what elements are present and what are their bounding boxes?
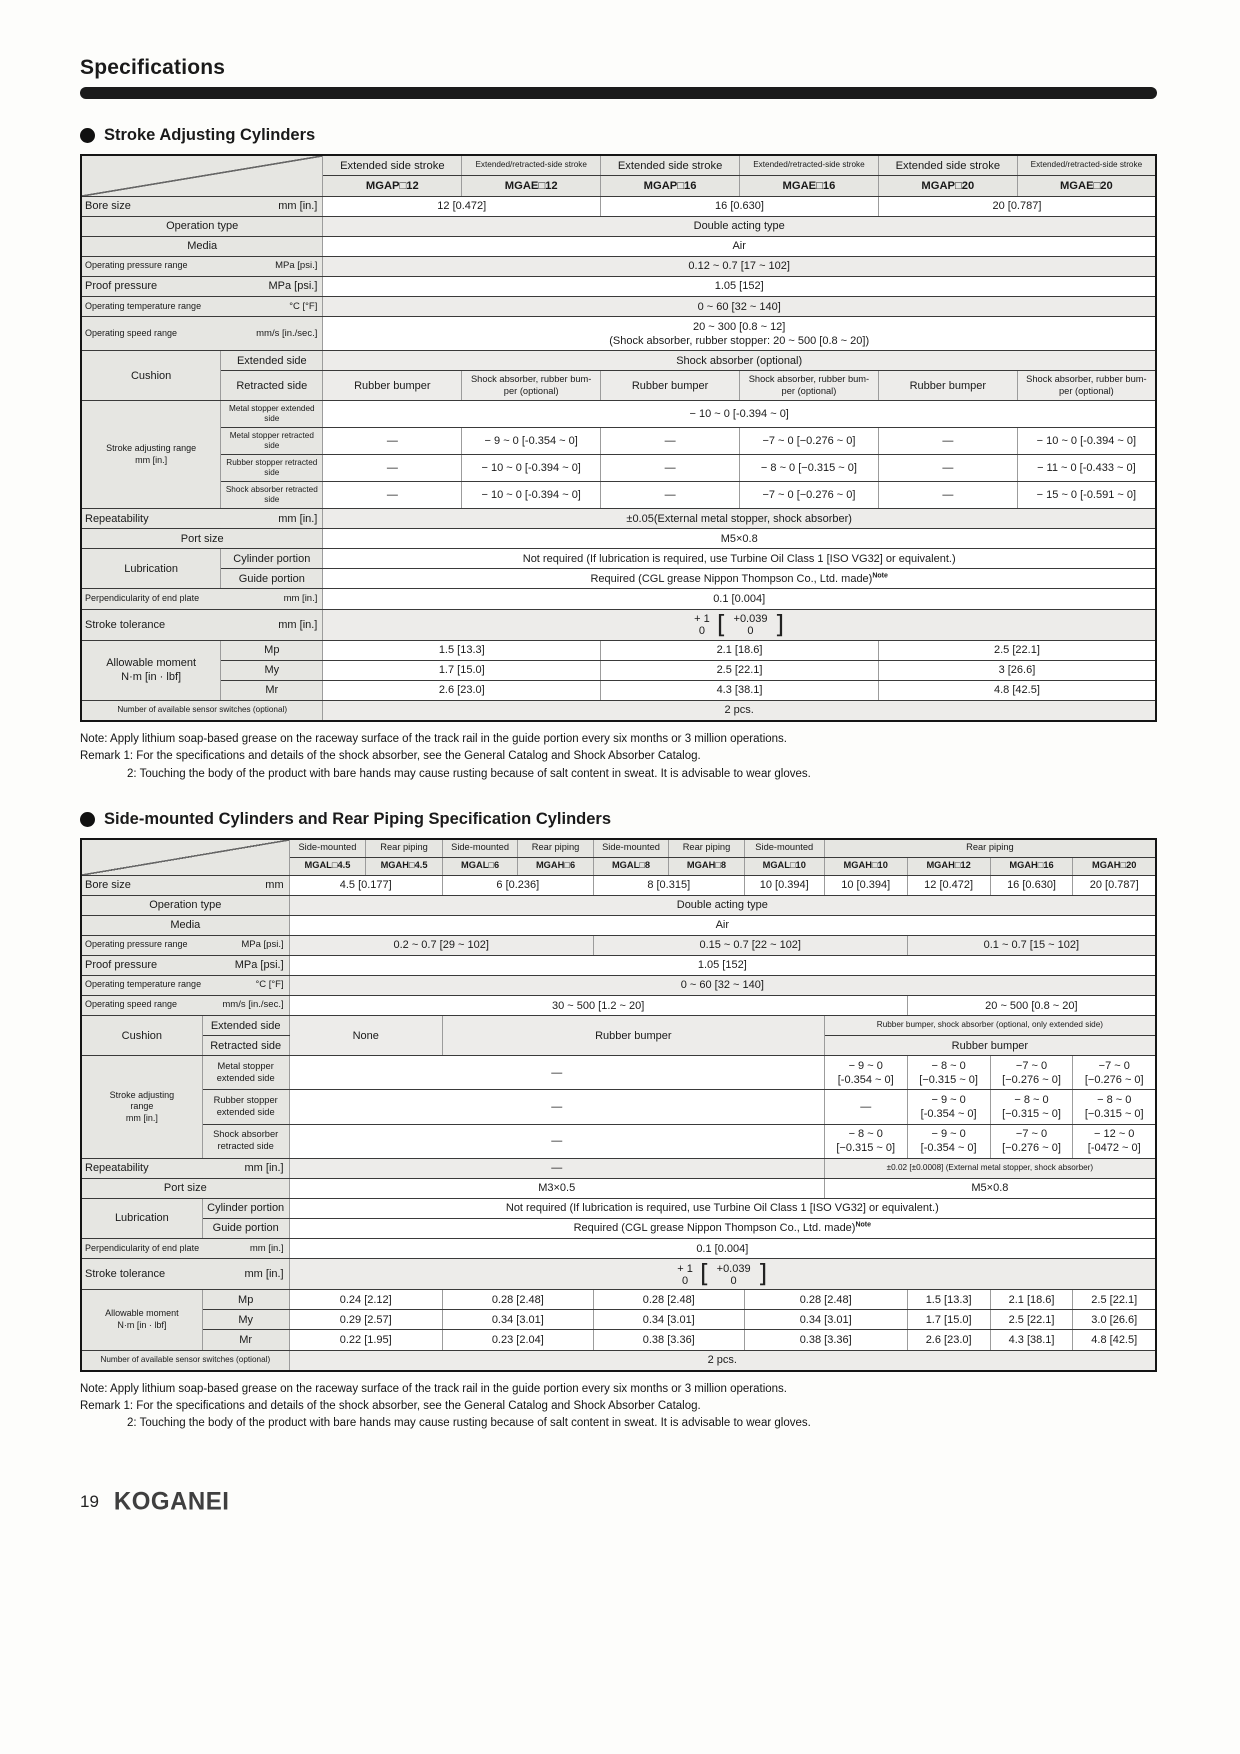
value-cell: 1.05 [152]: [289, 955, 1156, 975]
column-header: MGAE□16: [740, 176, 879, 196]
value-cell: Rubber bumper: [824, 1036, 1156, 1056]
value-cell: − 8 ~ 0 [−0.315 ~ 0]: [824, 1124, 907, 1158]
value-cell: Air: [289, 915, 1156, 935]
row-label: Shock absorber retracted side: [202, 1124, 289, 1158]
row-label: Guide portion: [202, 1218, 289, 1238]
value-cell: 2.6 [23.0]: [907, 1330, 990, 1350]
value-cell: Double acting type: [323, 216, 1156, 236]
value-cell: Rubber bumper: [878, 371, 1017, 401]
value-cell: 4.8 [42.5]: [1073, 1330, 1156, 1350]
value-cell: 0.28 [2.48]: [593, 1290, 744, 1310]
value-cell: Rubber bumper, shock absorber (optional, only extended side): [824, 1016, 1156, 1036]
value-cell: − 8 ~ 0 [−0.315 ~ 0]: [990, 1090, 1073, 1124]
value-cell: 2.5 [22.1]: [1073, 1290, 1156, 1310]
value-cell: 0.1 [0.004]: [289, 1239, 1156, 1259]
row-label: Lubrication: [81, 549, 221, 589]
value-cell: − 9 ~ 0 [-0.354 ~ 0]: [907, 1090, 990, 1124]
column-header: Rear piping: [366, 839, 443, 857]
side-mounted-table: [80, 838, 1157, 1372]
value-cell: 8 [0.315]: [593, 875, 744, 895]
value-cell: —: [289, 1124, 824, 1158]
value-cell: 0.22 [1.95]: [289, 1330, 442, 1350]
value-cell: 0.28 [2.48]: [744, 1290, 907, 1310]
section-heading: [80, 126, 1157, 145]
row-label: Proof pressure MPa [psi.]: [81, 955, 289, 975]
column-header: MGAH□16: [990, 857, 1073, 875]
row-label: Mr: [221, 680, 323, 700]
value-cell: 2.1 [18.6]: [990, 1290, 1073, 1310]
column-header: MGAH□8: [669, 857, 744, 875]
value-cell: − 10 ~ 0 [-0.394 ~ 0]: [323, 401, 1156, 428]
row-label: Retracted side: [221, 371, 323, 401]
value-cell: 12 [0.472]: [323, 196, 601, 216]
value-cell: −7 ~ 0 [−0.276 ~ 0]: [740, 428, 879, 455]
row-label: Guide portion: [221, 569, 323, 589]
column-header: Extended side stroke: [878, 155, 1017, 176]
value-cell: ±0.02 [±0.0008] (External metal stopper, shock absorber): [824, 1158, 1156, 1178]
row-label: Mp: [202, 1290, 289, 1310]
value-cell: 0.38 [3.36]: [593, 1330, 744, 1350]
value-cell: M5×0.8: [323, 529, 1156, 549]
value-cell: Required (CGL grease Nippon Thompson Co., Ltd. made)$^{Note}$: [289, 1218, 1156, 1238]
value-cell: 3.0 [26.6]: [1073, 1310, 1156, 1330]
row-label: Operating speed range mm/s [in./sec.]: [81, 317, 323, 351]
value-cell: 0.24 [2.12]: [289, 1290, 442, 1310]
value-cell: —: [289, 1090, 824, 1124]
row-label: My: [221, 660, 323, 680]
value-cell: 0.23 [2.04]: [442, 1330, 593, 1350]
column-header: MGAE□12: [462, 176, 601, 196]
value-cell: —: [878, 455, 1017, 482]
value-cell: −7 ~ 0 [−0.276 ~ 0]: [990, 1124, 1073, 1158]
row-label: Operating temperature range °C [°F]: [81, 297, 323, 317]
remark-line-2: 2: Touching the body of the product with bare hands may cause rusting because of salt content in sweat. It is advisable to wear gloves.: [127, 767, 811, 780]
value-cell: Required (CGL grease Nippon Thompson Co., Ltd. made)$^{Note}$: [323, 569, 1156, 589]
row-label: Mp: [221, 640, 323, 660]
value-cell: 4.3 [38.1]: [990, 1330, 1073, 1350]
column-header: MGAH□12: [907, 857, 990, 875]
value-cell: 16 [0.630]: [601, 196, 879, 216]
value-cell: 3 [26.6]: [878, 660, 1156, 680]
value-cell: —: [878, 428, 1017, 455]
row-label: Stroke tolerance mm [in.]: [81, 1259, 289, 1290]
value-cell: 1.5 [13.3]: [907, 1290, 990, 1310]
note-line: Note: Apply lithium soap-based grease on the raceway surface of the track rail in the guide portion every six months or 3 million operations.: [80, 1382, 787, 1395]
column-header: Extended side stroke: [323, 155, 462, 176]
notes-block: [80, 731, 1157, 783]
column-header: Side-mounted: [593, 839, 668, 857]
section-bullet-icon: [80, 812, 95, 827]
row-label: Operation type: [81, 216, 323, 236]
value-cell: 0.29 [2.57]: [289, 1310, 442, 1330]
column-header: Side-mounted: [744, 839, 824, 857]
row-label: Bore size mm: [81, 875, 289, 895]
value-cell: 6 [0.236]: [442, 875, 593, 895]
column-header: MGAE□20: [1017, 176, 1156, 196]
value-cell: —: [289, 1056, 824, 1090]
value-cell: −7 ~ 0 [−0.276 ~ 0]: [990, 1056, 1073, 1090]
row-label: Operation type: [81, 895, 289, 915]
page-title: Specifications: [80, 56, 226, 79]
value-cell: − 12 ~ 0 [-0472 ~ 0]: [1073, 1124, 1156, 1158]
value-cell: Rubber bumper: [442, 1016, 824, 1056]
value-cell: − 8 ~ 0 [−0.315 ~ 0]: [1073, 1090, 1156, 1124]
stroke-adjusting-table: [80, 154, 1157, 722]
row-label: Extended side: [202, 1016, 289, 1036]
row-label: Cushion: [81, 1016, 202, 1056]
column-header: Side-mounted: [442, 839, 517, 857]
value-cell: —: [601, 428, 740, 455]
row-label: Metal stopper retracted side: [221, 428, 323, 455]
column-header: MGAH□4.5: [366, 857, 443, 875]
value-cell: 10 [0.394]: [744, 875, 824, 895]
row-label: Port size: [81, 529, 323, 549]
value-cell: 16 [0.630]: [990, 875, 1073, 895]
value-cell: −7 ~ 0 [−0.276 ~ 0]: [1073, 1056, 1156, 1090]
value-cell: 2.5 [22.1]: [990, 1310, 1073, 1330]
title-bar: [80, 87, 1157, 99]
row-label: Rubber stopper extended side: [202, 1090, 289, 1124]
notes-block: [80, 1381, 1157, 1433]
value-cell: 2 pcs.: [323, 700, 1156, 721]
section-title: Side-mounted Cylinders and Rear Piping Specification Cylinders: [104, 809, 612, 828]
row-label: Cushion: [81, 351, 221, 401]
section-bullet-icon: [80, 128, 95, 143]
value-cell: 2.5 [22.1]: [878, 640, 1156, 660]
value-cell: Rubber bumper: [601, 371, 740, 401]
column-header: MGAL□4.5: [289, 857, 366, 875]
value-cell: 1.5 [13.3]: [323, 640, 601, 660]
value-cell: 0.34 [3.01]: [593, 1310, 744, 1330]
note-line: Note: Apply lithium soap-based grease on the raceway surface of the track rail in the guide portion every six months or 3 million operations.: [80, 733, 787, 746]
value-cell: Shock absorber, rubber bum- per (optional): [740, 371, 879, 401]
page-footer: [80, 1488, 1157, 1516]
column-header: MGAH□6: [518, 857, 593, 875]
value-cell: 0.34 [3.01]: [442, 1310, 593, 1330]
row-label: Perpendicularity of end plate mm [in.]: [81, 589, 323, 609]
column-header: MGAL□6: [442, 857, 517, 875]
column-header: Rear piping: [518, 839, 593, 857]
value-cell: Double acting type: [289, 895, 1156, 915]
value-cell: − 15 ~ 0 [-0.591 ~ 0]: [1017, 482, 1156, 509]
row-label: Media: [81, 915, 289, 935]
value-cell: − 8 ~ 0 [−0.315 ~ 0]: [907, 1056, 990, 1090]
value-cell: − 9 ~ 0 [-0.354 ~ 0]: [462, 428, 601, 455]
row-label: Extended side: [221, 351, 323, 371]
column-header: MGAP□16: [601, 176, 740, 196]
column-header: Extended/retracted-side stroke: [740, 155, 879, 176]
value-cell: − 10 ~ 0 [-0.394 ~ 0]: [462, 455, 601, 482]
value-cell: 2 pcs.: [289, 1350, 1156, 1371]
section-heading: [80, 810, 1157, 829]
value-cell: —: [878, 482, 1017, 509]
value-cell: + 1 0 [ +0.039 0 ]: [323, 609, 1156, 640]
section-side-mounted: [80, 810, 1157, 1433]
row-label: Repeatability mm [in.]: [81, 509, 323, 529]
value-cell: − 8 ~ 0 [−0.315 ~ 0]: [740, 455, 879, 482]
column-header: MGAH□10: [824, 857, 907, 875]
value-cell: 1.7 [15.0]: [907, 1310, 990, 1330]
value-cell: 20 ~ 500 [0.8 ~ 20]: [907, 996, 1156, 1016]
value-cell: 0.28 [2.48]: [442, 1290, 593, 1310]
value-cell: 0 ~ 60 [32 ~ 140]: [323, 297, 1156, 317]
row-label: Operating speed range mm/s [in./sec.]: [81, 996, 289, 1016]
value-cell: − 10 ~ 0 [-0.394 ~ 0]: [1017, 428, 1156, 455]
value-cell: 20 ~ 300 [0.8 ~ 12] (Shock absorber, rubber stopper: 20 ~ 500 [0.8 ~ 20]): [323, 317, 1156, 351]
row-label: My: [202, 1310, 289, 1330]
value-cell: M5×0.8: [824, 1178, 1156, 1198]
remark-line-2: 2: Touching the body of the product with bare hands may cause rusting because of salt content in sweat. It is advisable to wear gloves.: [127, 1417, 811, 1430]
row-label: Cylinder portion: [221, 549, 323, 569]
value-cell: —: [289, 1158, 824, 1178]
value-cell: Shock absorber (optional): [323, 351, 1156, 371]
row-label: Cylinder portion: [202, 1198, 289, 1218]
row-label: Operating temperature range °C [°F]: [81, 975, 289, 995]
value-cell: Air: [323, 236, 1156, 256]
row-label: Metal stopper extended side: [202, 1056, 289, 1090]
value-cell: 0 ~ 60 [32 ~ 140]: [289, 975, 1156, 995]
value-cell: —: [601, 455, 740, 482]
row-label: Port size: [81, 1178, 289, 1198]
diagonal-header-cell: [81, 155, 323, 196]
column-header: Rear piping: [669, 839, 744, 857]
value-cell: − 11 ~ 0 [-0.433 ~ 0]: [1017, 455, 1156, 482]
value-cell: —: [824, 1090, 907, 1124]
row-label: Stroke tolerance mm [in.]: [81, 609, 323, 640]
value-cell: 1.05 [152]: [323, 276, 1156, 296]
page-number: 19: [80, 1492, 99, 1512]
row-label: Retracted side: [202, 1036, 289, 1056]
value-cell: 0.1 ~ 0.7 [15 ~ 102]: [907, 935, 1156, 955]
value-cell: 12 [0.472]: [907, 875, 990, 895]
value-cell: − 9 ~ 0 [-0.354 ~ 0]: [824, 1056, 907, 1090]
column-header: MGAP□20: [878, 176, 1017, 196]
row-label: Allowable moment N·m [in · lbf]: [81, 640, 221, 700]
value-cell: 10 [0.394]: [824, 875, 907, 895]
row-label: Number of available sensor switches (optional): [81, 700, 323, 721]
value-cell: Not required (If lubrication is required, use Turbine Oil Class 1 [ISO VG32] or equivalent.): [323, 549, 1156, 569]
value-cell: —: [601, 482, 740, 509]
column-header: Extended/retracted-side stroke: [1017, 155, 1156, 176]
column-header: Rear piping: [824, 839, 1156, 857]
column-header: MGAL□10: [744, 857, 824, 875]
diagonal-header-cell: [81, 839, 289, 875]
column-header: Extended/retracted-side stroke: [462, 155, 601, 176]
value-cell: 1.7 [15.0]: [323, 660, 601, 680]
column-header: Extended side stroke: [601, 155, 740, 176]
value-cell: 0.2 ~ 0.7 [29 ~ 102]: [289, 935, 593, 955]
value-cell: Shock absorber, rubber bum- per (optional): [1017, 371, 1156, 401]
value-cell: 4.3 [38.1]: [601, 680, 879, 700]
section-title: Stroke Adjusting Cylinders: [104, 126, 316, 144]
row-label: Media: [81, 236, 323, 256]
value-cell: 20 [0.787]: [878, 196, 1156, 216]
row-label: Stroke adjusting range mm [in.]: [81, 1056, 202, 1158]
remark-line: Remark 1: For the specifications and details of the shock absorber, see the General Catalog and Shock Absorber Catalog.: [80, 750, 701, 763]
column-header: MGAP□12: [323, 176, 462, 196]
value-cell: None: [289, 1016, 442, 1056]
value-cell: 0.34 [3.01]: [744, 1310, 907, 1330]
value-cell: M3×0.5: [289, 1178, 824, 1198]
value-cell: 0.38 [3.36]: [744, 1330, 907, 1350]
value-cell: 0.12 ~ 0.7 [17 ~ 102]: [323, 256, 1156, 276]
row-label: Lubrication: [81, 1198, 202, 1238]
row-label: Operating pressure range MPa [psi.]: [81, 935, 289, 955]
value-cell: 20 [0.787]: [1073, 875, 1156, 895]
row-label: Metal stopper extended side: [221, 401, 323, 428]
value-cell: 0.15 ~ 0.7 [22 ~ 102]: [593, 935, 907, 955]
row-label: Proof pressure MPa [psi.]: [81, 276, 323, 296]
value-cell: —: [323, 455, 462, 482]
value-cell: −7 ~ 0 [−0.276 ~ 0]: [740, 482, 879, 509]
value-cell: 2.6 [23.0]: [323, 680, 601, 700]
row-label: Mr: [202, 1330, 289, 1350]
value-cell: Rubber bumper: [323, 371, 462, 401]
column-header: Side-mounted: [289, 839, 366, 857]
value-cell: − 10 ~ 0 [-0.394 ~ 0]: [462, 482, 601, 509]
value-cell: 2.1 [18.6]: [601, 640, 879, 660]
row-label: Stroke adjusting range mm [in.]: [81, 401, 221, 509]
value-cell: + 1 0 [ +0.039 0 ]: [289, 1259, 1156, 1290]
value-cell: − 9 ~ 0 [-0.354 ~ 0]: [907, 1124, 990, 1158]
column-header: MGAL□8: [593, 857, 668, 875]
value-cell: 4.5 [0.177]: [289, 875, 442, 895]
value-cell: ±0.05(External metal stopper, shock absorber): [323, 509, 1156, 529]
row-label: Rubber stopper retracted side: [221, 455, 323, 482]
value-cell: Shock absorber, rubber bum- per (optional): [462, 371, 601, 401]
value-cell: —: [323, 482, 462, 509]
value-cell: 4.8 [42.5]: [878, 680, 1156, 700]
koganei-logo: KOGANEI: [113, 1487, 230, 1517]
row-label: Number of available sensor switches (optional): [81, 1350, 289, 1371]
row-label: Perpendicularity of end plate mm [in.]: [81, 1239, 289, 1259]
row-label: Operating pressure range MPa [psi.]: [81, 256, 323, 276]
value-cell: 30 ~ 500 [1.2 ~ 20]: [289, 996, 907, 1016]
value-cell: 0.1 [0.004]: [323, 589, 1156, 609]
value-cell: Not required (If lubrication is required, use Turbine Oil Class 1 [ISO VG32] or equivalent.): [289, 1198, 1156, 1218]
row-label: Allowable moment N·m [in · lbf]: [81, 1290, 202, 1350]
section-stroke-adjusting: [80, 126, 1157, 783]
row-label: Bore size mm [in.]: [81, 196, 323, 216]
column-header: MGAH□20: [1073, 857, 1156, 875]
remark-line: Remark 1: For the specifications and details of the shock absorber, see the General Catalog and Shock Absorber Catalog.: [80, 1399, 701, 1412]
row-label: Repeatability mm [in.]: [81, 1158, 289, 1178]
value-cell: 2.5 [22.1]: [601, 660, 879, 680]
row-label: Shock absorber retracted side: [221, 482, 323, 509]
value-cell: —: [323, 428, 462, 455]
